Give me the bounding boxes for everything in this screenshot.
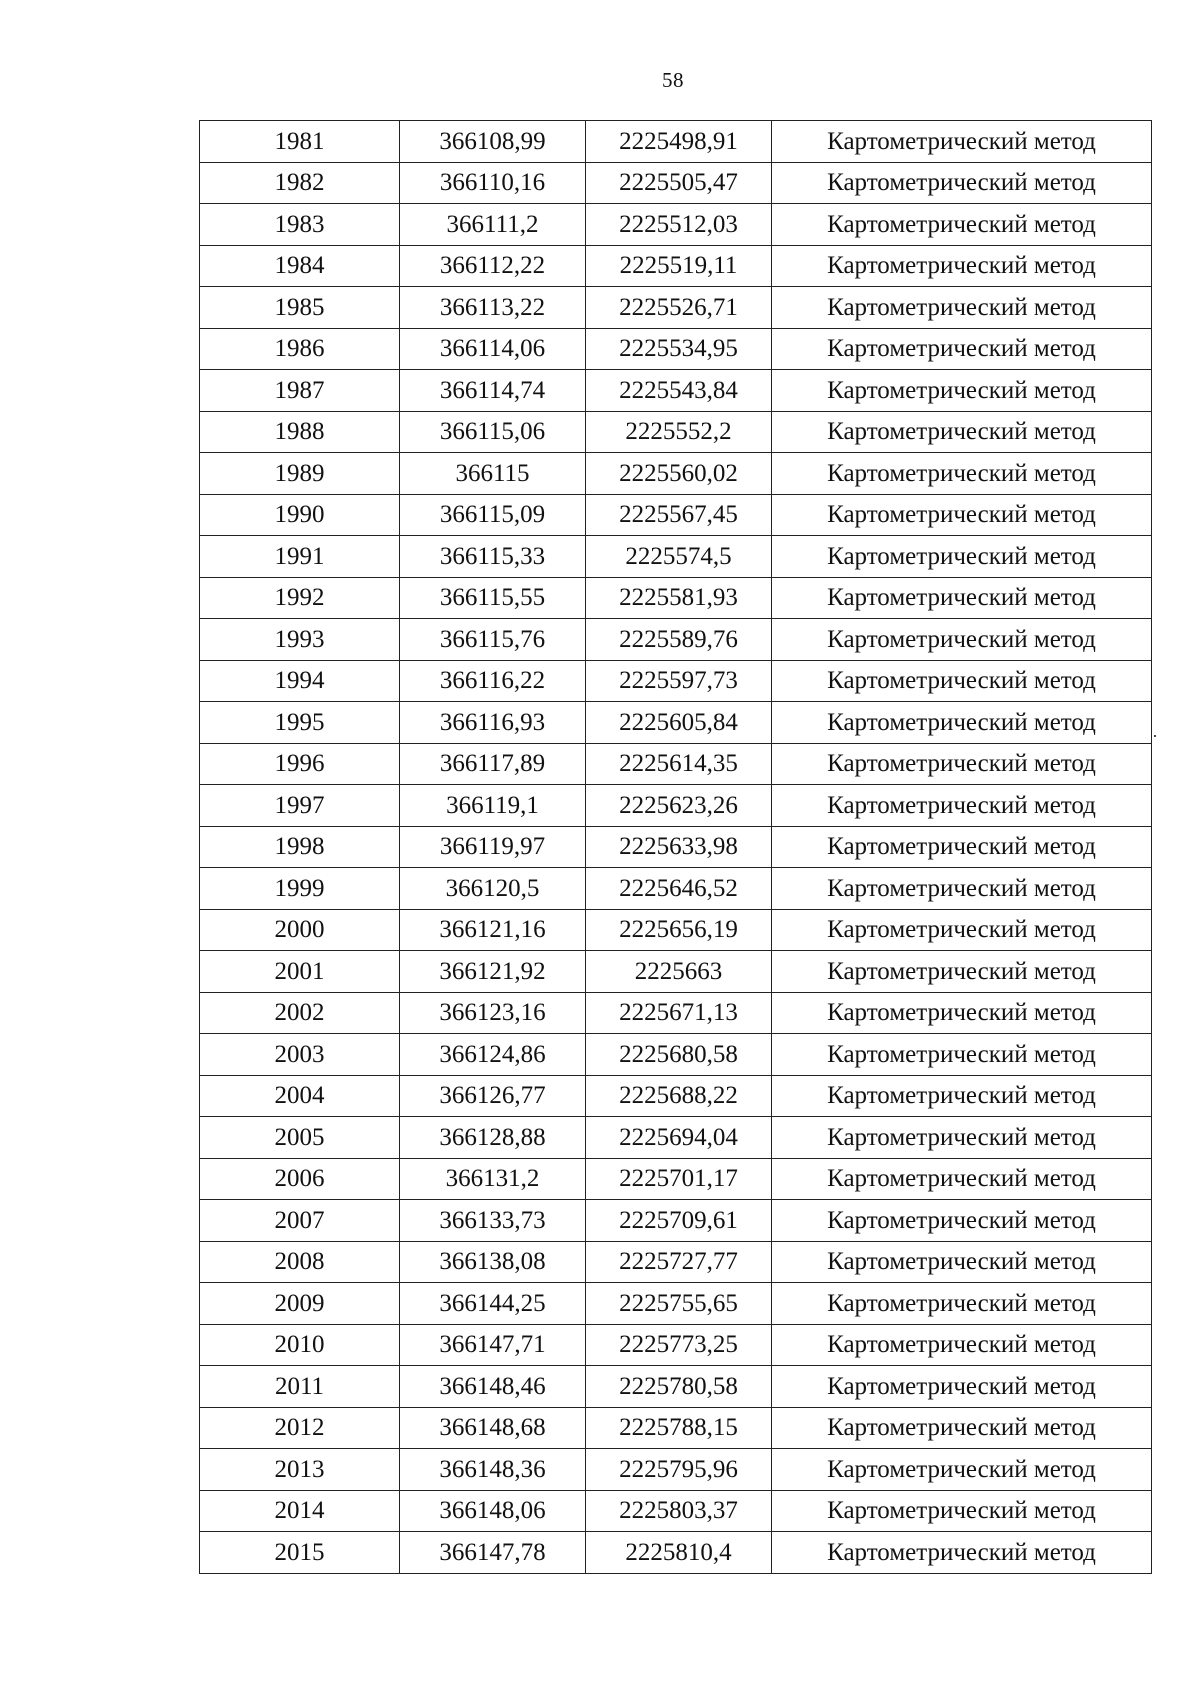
- x-coordinate-cell: 366115,06: [400, 411, 586, 453]
- x-coordinate-cell: 366147,78: [400, 1532, 586, 1574]
- y-coordinate-cell: 2225581,93: [586, 577, 772, 619]
- table-row: [200, 411, 1152, 453]
- y-coordinate-cell: 2225526,71: [586, 287, 772, 329]
- y-coordinate-cell: 2225803,37: [586, 1490, 772, 1532]
- method-cell: Картометрический метод: [772, 1366, 1152, 1408]
- table-row: [200, 1366, 1152, 1408]
- x-coordinate-cell: 366121,92: [400, 951, 586, 993]
- method-cell: Картометрический метод: [772, 785, 1152, 827]
- point-number-cell: 2000: [200, 909, 400, 951]
- x-coordinate-cell: 366114,74: [400, 370, 586, 412]
- y-coordinate-cell: 2225552,2: [586, 411, 772, 453]
- method-cell: Картометрический метод: [772, 577, 1152, 619]
- point-number-cell: 2003: [200, 1034, 400, 1076]
- x-coordinate-cell: 366148,46: [400, 1366, 586, 1408]
- point-number-cell: 1996: [200, 743, 400, 785]
- x-coordinate-cell: 366131,2: [400, 1158, 586, 1200]
- method-cell: Картометрический метод: [772, 1241, 1152, 1283]
- table-row: [200, 1490, 1152, 1532]
- point-number-cell: 2013: [200, 1449, 400, 1491]
- x-coordinate-cell: 366128,88: [400, 1117, 586, 1159]
- method-cell: Картометрический метод: [772, 494, 1152, 536]
- x-coordinate-cell: 366126,77: [400, 1075, 586, 1117]
- table-row: [200, 1283, 1152, 1325]
- method-cell: Картометрический метод: [772, 660, 1152, 702]
- table-row: [200, 1449, 1152, 1491]
- y-coordinate-cell: 2225701,17: [586, 1158, 772, 1200]
- x-coordinate-cell: 366116,93: [400, 702, 586, 744]
- point-number-cell: 1998: [200, 826, 400, 868]
- point-number-cell: 2001: [200, 951, 400, 993]
- point-number-cell: 2002: [200, 992, 400, 1034]
- table-row: [200, 1324, 1152, 1366]
- x-coordinate-cell: 366148,06: [400, 1490, 586, 1532]
- x-coordinate-cell: 366111,2: [400, 204, 586, 246]
- y-coordinate-cell: 2225605,84: [586, 702, 772, 744]
- point-number-cell: 1981: [200, 121, 400, 163]
- table-row: [200, 619, 1152, 661]
- table-row: [200, 702, 1152, 744]
- y-coordinate-cell: 2225623,26: [586, 785, 772, 827]
- y-coordinate-cell: 2225614,35: [586, 743, 772, 785]
- method-cell: Картометрический метод: [772, 1075, 1152, 1117]
- table-row: [200, 868, 1152, 910]
- y-coordinate-cell: 2225663: [586, 951, 772, 993]
- scan-speck: [1154, 735, 1156, 737]
- x-coordinate-cell: 366115,33: [400, 536, 586, 578]
- x-coordinate-cell: 366120,5: [400, 868, 586, 910]
- method-cell: Картометрический метод: [772, 951, 1152, 993]
- table-row: [200, 494, 1152, 536]
- table-row: [200, 1407, 1152, 1449]
- x-coordinate-cell: 366148,36: [400, 1449, 586, 1491]
- x-coordinate-cell: 366138,08: [400, 1241, 586, 1283]
- table-row: [200, 536, 1152, 578]
- y-coordinate-cell: 2225512,03: [586, 204, 772, 246]
- page-number: 58: [662, 68, 684, 92]
- table-row: [200, 1117, 1152, 1159]
- y-coordinate-cell: 2225694,04: [586, 1117, 772, 1159]
- x-coordinate-cell: 366115,76: [400, 619, 586, 661]
- y-coordinate-cell: 2225788,15: [586, 1407, 772, 1449]
- point-number-cell: 1987: [200, 370, 400, 412]
- point-number-cell: 1993: [200, 619, 400, 661]
- x-coordinate-cell: 366112,22: [400, 245, 586, 287]
- x-coordinate-cell: 366124,86: [400, 1034, 586, 1076]
- table-row: [200, 577, 1152, 619]
- coordinates-table-body: [200, 121, 1152, 1574]
- x-coordinate-cell: 366133,73: [400, 1200, 586, 1242]
- table-row: [200, 287, 1152, 329]
- x-coordinate-cell: 366147,71: [400, 1324, 586, 1366]
- point-number-cell: 2014: [200, 1490, 400, 1532]
- table-row: [200, 992, 1152, 1034]
- method-cell: Картометрический метод: [772, 411, 1152, 453]
- method-cell: Картометрический метод: [772, 1158, 1152, 1200]
- y-coordinate-cell: 2225773,25: [586, 1324, 772, 1366]
- point-number-cell: 2011: [200, 1366, 400, 1408]
- y-coordinate-cell: 2225534,95: [586, 328, 772, 370]
- y-coordinate-cell: 2225646,52: [586, 868, 772, 910]
- point-number-cell: 1990: [200, 494, 400, 536]
- method-cell: Картометрический метод: [772, 204, 1152, 246]
- point-number-cell: 1995: [200, 702, 400, 744]
- point-number-cell: 1991: [200, 536, 400, 578]
- x-coordinate-cell: 366144,25: [400, 1283, 586, 1325]
- y-coordinate-cell: 2225589,76: [586, 619, 772, 661]
- method-cell: Картометрический метод: [772, 909, 1152, 951]
- x-coordinate-cell: 366113,22: [400, 287, 586, 329]
- method-cell: Картометрический метод: [772, 162, 1152, 204]
- method-cell: Картометрический метод: [772, 287, 1152, 329]
- method-cell: Картометрический метод: [772, 536, 1152, 578]
- method-cell: Картометрический метод: [772, 1324, 1152, 1366]
- table-row: [200, 785, 1152, 827]
- point-number-cell: 2009: [200, 1283, 400, 1325]
- coordinates-table: [199, 120, 1152, 1574]
- point-number-cell: 2006: [200, 1158, 400, 1200]
- y-coordinate-cell: 2225574,5: [586, 536, 772, 578]
- x-coordinate-cell: 366119,97: [400, 826, 586, 868]
- y-coordinate-cell: 2225633,98: [586, 826, 772, 868]
- method-cell: Картометрический метод: [772, 992, 1152, 1034]
- method-cell: Картометрический метод: [772, 370, 1152, 412]
- method-cell: Картометрический метод: [772, 619, 1152, 661]
- table-row: [200, 328, 1152, 370]
- table-row: [200, 1241, 1152, 1283]
- point-number-cell: 1999: [200, 868, 400, 910]
- y-coordinate-cell: 2225727,77: [586, 1241, 772, 1283]
- table-row: [200, 370, 1152, 412]
- point-number-cell: 1985: [200, 287, 400, 329]
- table-row: [200, 909, 1152, 951]
- method-cell: Картометрический метод: [772, 1490, 1152, 1532]
- table-row: [200, 1075, 1152, 1117]
- table-row: [200, 204, 1152, 246]
- y-coordinate-cell: 2225519,11: [586, 245, 772, 287]
- x-coordinate-cell: 366115: [400, 453, 586, 495]
- y-coordinate-cell: 2225656,19: [586, 909, 772, 951]
- x-coordinate-cell: 366115,09: [400, 494, 586, 536]
- method-cell: Картометрический метод: [772, 1283, 1152, 1325]
- point-number-cell: 2015: [200, 1532, 400, 1574]
- y-coordinate-cell: 2225671,13: [586, 992, 772, 1034]
- point-number-cell: 1992: [200, 577, 400, 619]
- point-number-cell: 2012: [200, 1407, 400, 1449]
- point-number-cell: 1994: [200, 660, 400, 702]
- method-cell: Картометрический метод: [772, 245, 1152, 287]
- x-coordinate-cell: 366123,16: [400, 992, 586, 1034]
- y-coordinate-cell: 2225810,4: [586, 1532, 772, 1574]
- method-cell: Картометрический метод: [772, 743, 1152, 785]
- method-cell: Картометрический метод: [772, 826, 1152, 868]
- table-row: [200, 121, 1152, 163]
- point-number-cell: 1984: [200, 245, 400, 287]
- table-row: [200, 743, 1152, 785]
- point-number-cell: 2005: [200, 1117, 400, 1159]
- y-coordinate-cell: 2225709,61: [586, 1200, 772, 1242]
- method-cell: Картометрический метод: [772, 453, 1152, 495]
- point-number-cell: 1989: [200, 453, 400, 495]
- table-row: [200, 1034, 1152, 1076]
- method-cell: Картометрический метод: [772, 868, 1152, 910]
- point-number-cell: 1982: [200, 162, 400, 204]
- method-cell: Картометрический метод: [772, 1532, 1152, 1574]
- point-number-cell: 2004: [200, 1075, 400, 1117]
- y-coordinate-cell: 2225795,96: [586, 1449, 772, 1491]
- method-cell: Картометрический метод: [772, 121, 1152, 163]
- method-cell: Картометрический метод: [772, 1117, 1152, 1159]
- point-number-cell: 2010: [200, 1324, 400, 1366]
- y-coordinate-cell: 2225560,02: [586, 453, 772, 495]
- x-coordinate-cell: 366121,16: [400, 909, 586, 951]
- y-coordinate-cell: 2225498,91: [586, 121, 772, 163]
- y-coordinate-cell: 2225567,45: [586, 494, 772, 536]
- table-row: [200, 453, 1152, 495]
- method-cell: Картометрический метод: [772, 328, 1152, 370]
- method-cell: Картометрический метод: [772, 1200, 1152, 1242]
- table-row: [200, 951, 1152, 993]
- x-coordinate-cell: 366115,55: [400, 577, 586, 619]
- y-coordinate-cell: 2225780,58: [586, 1366, 772, 1408]
- point-number-cell: 1997: [200, 785, 400, 827]
- y-coordinate-cell: 2225755,65: [586, 1283, 772, 1325]
- x-coordinate-cell: 366148,68: [400, 1407, 586, 1449]
- x-coordinate-cell: 366117,89: [400, 743, 586, 785]
- table-row: [200, 660, 1152, 702]
- x-coordinate-cell: 366116,22: [400, 660, 586, 702]
- x-coordinate-cell: 366110,16: [400, 162, 586, 204]
- table-row: [200, 162, 1152, 204]
- x-coordinate-cell: 366108,99: [400, 121, 586, 163]
- point-number-cell: 1986: [200, 328, 400, 370]
- point-number-cell: 1983: [200, 204, 400, 246]
- point-number-cell: 1988: [200, 411, 400, 453]
- y-coordinate-cell: 2225680,58: [586, 1034, 772, 1076]
- method-cell: Картометрический метод: [772, 1034, 1152, 1076]
- x-coordinate-cell: 366114,06: [400, 328, 586, 370]
- method-cell: Картометрический метод: [772, 1407, 1152, 1449]
- table-row: [200, 1200, 1152, 1242]
- point-number-cell: 2007: [200, 1200, 400, 1242]
- table-row: [200, 245, 1152, 287]
- table-row: [200, 1532, 1152, 1574]
- y-coordinate-cell: 2225505,47: [586, 162, 772, 204]
- y-coordinate-cell: 2225597,73: [586, 660, 772, 702]
- y-coordinate-cell: 2225543,84: [586, 370, 772, 412]
- method-cell: Картометрический метод: [772, 1449, 1152, 1491]
- y-coordinate-cell: 2225688,22: [586, 1075, 772, 1117]
- table-row: [200, 1158, 1152, 1200]
- point-number-cell: 2008: [200, 1241, 400, 1283]
- x-coordinate-cell: 366119,1: [400, 785, 586, 827]
- method-cell: Картометрический метод: [772, 702, 1152, 744]
- table-row: [200, 826, 1152, 868]
